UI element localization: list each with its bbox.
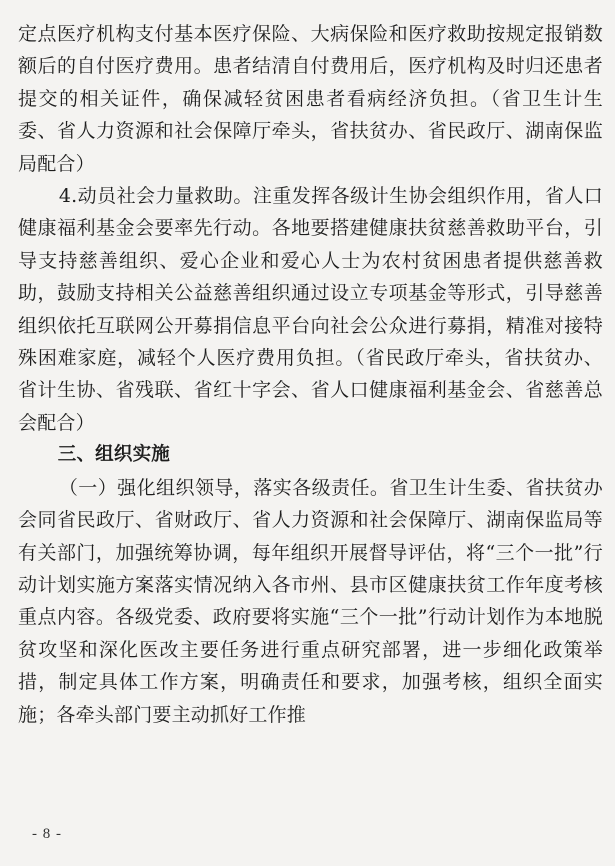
section-heading: 三、组织实施 <box>57 444 170 466</box>
item-4-paragraph: 4.动员社会力量救助。注重发挥各级计生协会组织作用，省人口健康福利基金会要率先行动。各地要搭建健康扶贫慈善救助平台，引导支持慈善组织、爱心企业和爱心人士为农村贫困患者提供慈善救助，鼓励支持相关公益慈善组织通过设立专项基金等形式，引导慈善组织依托互联网公开募捐信息平台向社会公众进行募捐，精准对接特殊困难家庭，减轻个人医疗费用负担。（省民政厅牵头，省扶贫办、省计生协、省残联、省红十字会、省人口健康福利基金会、省慈善总会配合） <box>18 185 603 434</box>
subsection-1-paragraph: （一）强化组织领导，落实各级责任。省卫生计生委、省扶贫办会同省民政厅、省财政厅、省人力资源和社会保障厅、湖南保监局等有关部门，加强统筹协调，每年组织开展督导评估，将“三个一批”行动计划实施方案落实情况纳入各市州、县市区健康扶贫工作年度考核重点内容。各级党委、政府要将实施“三个一批”行动计划作为本地脱贫攻坚和深化医改主要任务进行重点研究部署，进一步细化政策举措，制定具体工作方案，明确责任和要求，加强考核，组织全面实施；各牵头部门要主动抓好工作推 <box>18 476 603 726</box>
page-number: - 8 - <box>32 826 62 842</box>
continuation-paragraph: 定点医疗机构支付基本医疗保险、大病保险和医疗救助按规定报销数额后的自付医疗费用。患者结清自付费用后，医疗机构及时归还患者提交的相关证件，确保减轻贫困患者看病经济负担。（省卫生计生委、省人力资源和社会保障厅牵头，省扶贫办、省民政厅、湖南保监局配合） <box>18 23 603 175</box>
document-body <box>18 18 603 731</box>
